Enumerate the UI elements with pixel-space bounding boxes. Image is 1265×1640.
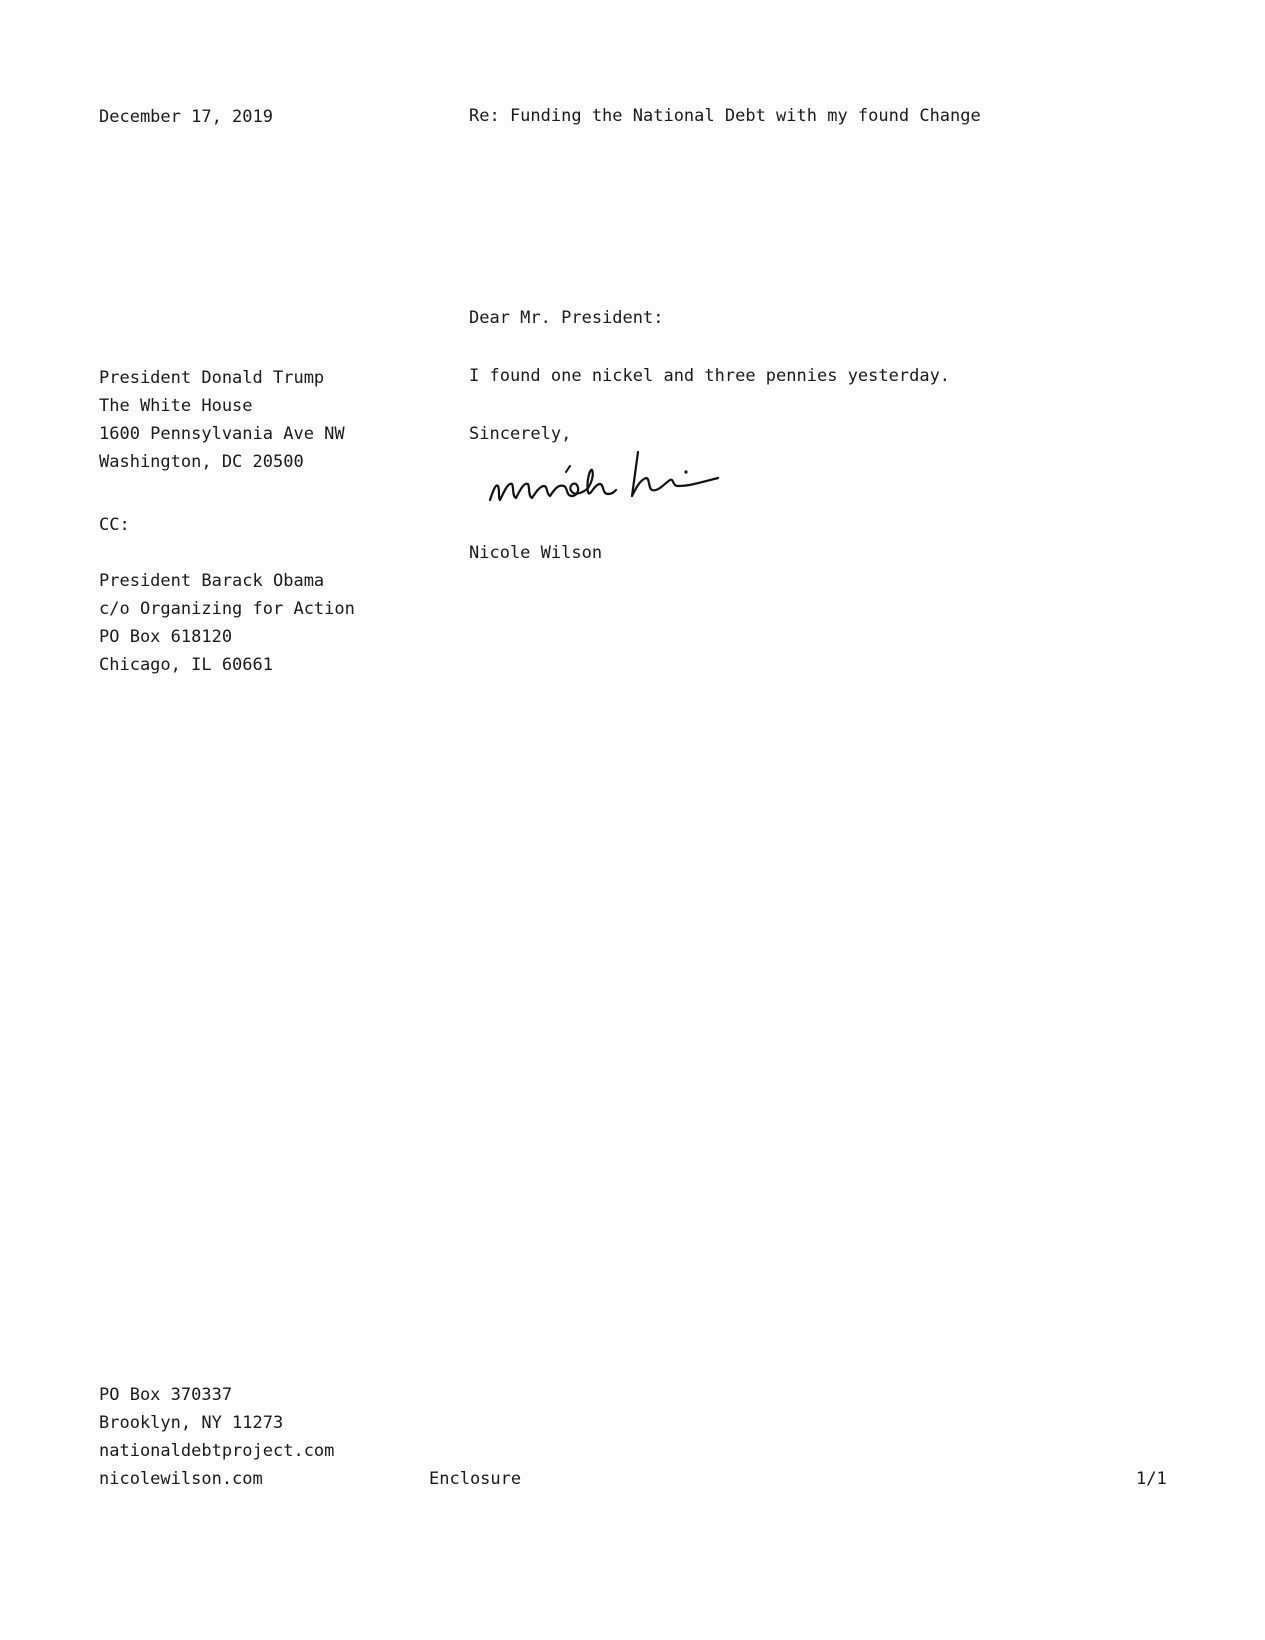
recipient-address [99, 364, 345, 476]
cc-recipient-address [99, 567, 355, 679]
recipient-organization: The White House [99, 396, 253, 416]
page-number: 1/1 [1136, 1469, 1167, 1489]
recipient-street: 1600 Pennsylvania Ave NW [99, 424, 345, 444]
recipient-name: President Donald Trump [99, 368, 325, 388]
salutation: Dear Mr. President: [469, 308, 664, 328]
footer-website-project: nationaldebtproject.com [99, 1441, 335, 1461]
footer-website-personal: nicolewilson.com [99, 1469, 263, 1489]
enclosure-note: Enclosure [429, 1469, 522, 1489]
recipient-city: Washington, DC 20500 [99, 452, 304, 472]
letter-body: I found one nickel and three pennies yesterday. [469, 366, 951, 386]
cc-recipient-name: President Barack Obama [99, 571, 325, 591]
footer-pobox: PO Box 370337 [99, 1385, 233, 1405]
footer-address [99, 1381, 334, 1493]
letter-subject: Re: Funding the National Debt with my found Change [469, 106, 981, 126]
cc-label: CC: [99, 515, 130, 535]
cc-recipient-city: Chicago, IL 60661 [99, 655, 273, 675]
footer-city: Brooklyn, NY 11273 [99, 1413, 284, 1433]
cc-recipient-organization: c/o Organizing for Action [99, 599, 355, 619]
cc-recipient-pobox: PO Box 618120 [99, 627, 233, 647]
letter-date: December 17, 2019 [99, 107, 273, 127]
signer-name: Nicole Wilson [469, 543, 603, 563]
handwritten-signature [486, 448, 736, 518]
letter-closing: Sincerely, [469, 424, 572, 444]
